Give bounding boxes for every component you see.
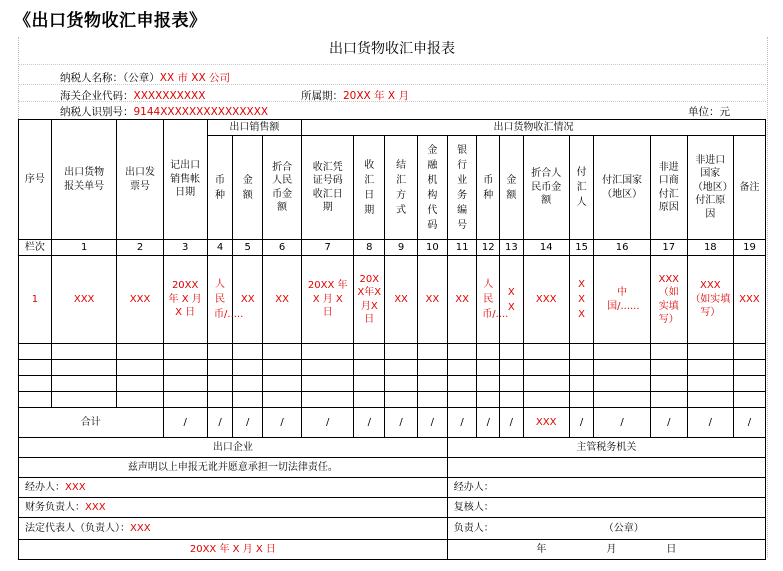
header-col-currency: 币种 [477, 136, 500, 240]
legal-rep-row: 法定代表人（负责人）：XXX [19, 518, 448, 540]
row1-collection-date: 20XX年X月X日 [354, 256, 385, 344]
col-number: 13 [500, 240, 524, 256]
totals-row [19, 408, 766, 438]
totals-slash: / [594, 408, 650, 438]
table-row [19, 392, 766, 408]
col-number: 3 [163, 240, 207, 256]
totals-slash: / [733, 408, 765, 438]
table-row [19, 360, 766, 376]
col-number: 12 [477, 240, 500, 256]
row1-customs-no: XXX [51, 256, 117, 344]
header-payer-country: 付汇国家（地区） [594, 136, 650, 240]
totals-slash: / [687, 408, 733, 438]
col-number: 17 [650, 240, 687, 256]
col-number: 10 [417, 240, 447, 256]
header-amount: 金额 [233, 136, 263, 240]
row1-voucher-date: 20XX 年 X 月 X 日 [302, 256, 354, 344]
row1-seq: 1 [19, 256, 52, 344]
header-booking-date: 记出口销售帐日期 [163, 120, 207, 240]
col-number: 4 [207, 240, 233, 256]
export-company-header: 出口企业 [19, 438, 448, 458]
row1-amount: XX [233, 256, 263, 344]
handler-row: 经办人：XXX [19, 478, 448, 498]
tax-head-row: 负责人： （公章） [447, 518, 765, 540]
period-label: 所属期： [301, 90, 343, 102]
row1-col-amount: XX [500, 256, 524, 344]
totals-slash: / [233, 408, 263, 438]
tax-blank [447, 458, 765, 478]
column-number-row [19, 240, 766, 256]
totals-label: 合计 [19, 408, 164, 438]
row1-settle-method: XX [385, 256, 418, 344]
header-non-import-payer-reason: 非进口商付汇原因 [650, 136, 687, 240]
col-number: 9 [385, 240, 418, 256]
totals-col-rmb: XXX [523, 408, 569, 438]
period-row [301, 88, 409, 103]
totals-slash: / [354, 408, 385, 438]
col-number: 16 [594, 240, 650, 256]
header-customs-no: 出口货物报关单号 [51, 120, 117, 240]
finance-row: 财务负责人：XXX [19, 498, 448, 518]
form-title: 出口货物收汇申报表 [329, 41, 455, 57]
col-number: 15 [569, 240, 594, 256]
col-number: 6 [263, 240, 302, 256]
taxpayer-name-row [60, 70, 230, 85]
header-col-amount: 金额 [500, 136, 524, 240]
tax-id-row [60, 104, 268, 119]
customs-code-label: 海关企业代码： [60, 90, 134, 102]
period-value: 20XX 年 X 月 [343, 90, 409, 102]
header-fin-code: 金融机构代码 [417, 136, 447, 240]
totals-slash: / [569, 408, 594, 438]
row1-rmb-amount: XX [263, 256, 302, 344]
col-number: 11 [447, 240, 477, 256]
reviewer-row: 复核人： [447, 498, 765, 518]
table-row [19, 256, 766, 344]
header-bank-biz-no: 银行业务编号 [447, 136, 477, 240]
tax-authority-header: 主管税务机关 [447, 438, 765, 458]
row1-fin-code: XX [417, 256, 447, 344]
col-number: 14 [523, 240, 569, 256]
col-number: 19 [733, 240, 765, 256]
row1-col-currency: 人民币/.... [477, 256, 500, 344]
row1-currency: 人民币/..... [207, 256, 233, 344]
col-number: 18 [687, 240, 733, 256]
row1-non-import-country-reason: XXX（如实填写） [687, 256, 733, 344]
header-voucher-date: 收汇凭证号码收汇日期 [302, 136, 354, 240]
header-sales-group: 出口销售额 [207, 120, 301, 136]
header-currency: 币种 [207, 136, 233, 240]
header-settle-method: 结汇方式 [385, 136, 418, 240]
table-row [19, 344, 766, 360]
header-collection-group: 出口货物收汇情况 [302, 120, 766, 136]
totals-slash: / [477, 408, 500, 438]
row1-remark: XXX [733, 256, 765, 344]
col-number: 8 [354, 240, 385, 256]
company-date: 20XX 年 X 月 X 日 [19, 540, 448, 560]
col-number: 5 [233, 240, 263, 256]
guide-line [18, 64, 766, 65]
header-remark: 备注 [733, 136, 765, 240]
totals-slash: / [263, 408, 302, 438]
col-row-label: 栏次 [19, 240, 52, 256]
taxpayer-name-value: XX 市 XX 公司 [159, 72, 231, 84]
col-number: 1 [51, 240, 117, 256]
taxpayer-name-label: 纳税人名称：（公章） [60, 72, 160, 84]
declaration-text: 兹声明以上申报无讹并愿意承担一切法律责任。 [19, 458, 448, 478]
header-rmb-amount: 折合人民币金额 [263, 136, 302, 240]
totals-slash: / [417, 408, 447, 438]
header-collection-date: 收汇日期 [354, 136, 385, 240]
tax-id-label: 纳税人识别号： [60, 106, 134, 118]
totals-slash: / [302, 408, 354, 438]
unit-label: 单位：元 [688, 106, 730, 118]
document-title: 《出口货物收汇申报表》 [14, 11, 207, 31]
header-non-import-country-reason: 非进口国家（地区）付汇原因 [687, 136, 733, 240]
row1-payer: XX X [569, 256, 594, 344]
row1-payer-country: 中国/...... [594, 256, 650, 344]
col-number: 2 [117, 240, 163, 256]
row1-booking-date: 20XX 年 X 月 X 日 [163, 256, 207, 344]
totals-slash: / [385, 408, 418, 438]
totals-slash: / [207, 408, 233, 438]
col-number: 7 [302, 240, 354, 256]
declaration-table [18, 119, 766, 560]
tax-id-value: 9144XXXXXXXXXXXXXXX [133, 106, 269, 118]
totals-slash: / [650, 408, 687, 438]
row1-non-import-payer-reason: XXX（如实填写） [650, 256, 687, 344]
row1-invoice-no: XXX [117, 256, 163, 344]
customs-code-row [60, 88, 205, 103]
row1-bank-biz-no: XX [447, 256, 477, 344]
customs-code-value: XXXXXXXXXX [133, 90, 206, 102]
totals-slash: / [447, 408, 477, 438]
row1-col-rmb: XXX [523, 256, 569, 344]
totals-slash: / [500, 408, 524, 438]
header-invoice-no: 出口发票号 [117, 120, 163, 240]
tax-handler-row: 经办人： [447, 478, 765, 498]
header-seq: 序号 [19, 120, 52, 240]
table-row [19, 376, 766, 392]
header-col-rmb: 折合人民币金额 [523, 136, 569, 240]
totals-slash: / [163, 408, 207, 438]
tax-date-row: 年 月 日 [447, 540, 765, 560]
header-payer: 付汇人 [569, 136, 594, 240]
